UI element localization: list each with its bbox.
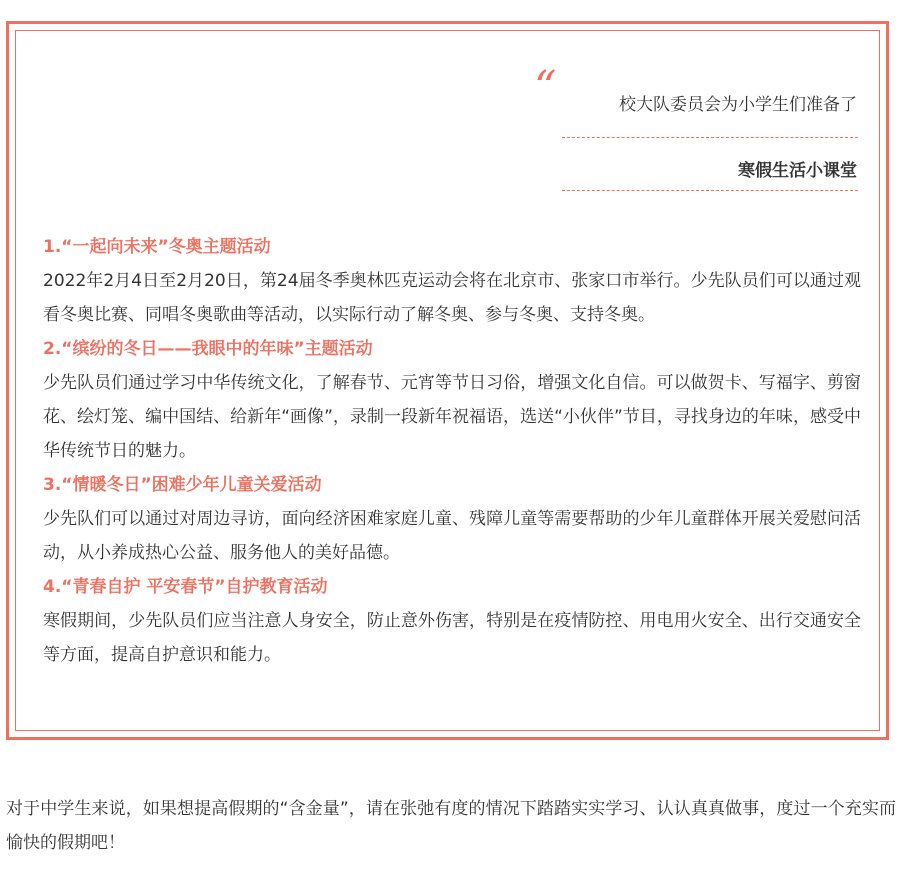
activity-section [43, 230, 861, 332]
section-body: 寒假期间，少先队员们应当注意人身安全，防止意外伤害，特别是在疫情防控、用电用火安全、出行交通安全等方面，提高自护意识和能力。 [43, 611, 861, 665]
dashed-divider [562, 190, 858, 191]
intro-text: 校大队委员会为小学生们准备了 [619, 95, 857, 115]
footer-paragraph: 对于中学生来说，如果想提高假期的“含金量”，请在张弛有度的情况下踏踏实实学习、认认真真做事，度过一个充实而愉快的假期吧！ [6, 799, 896, 853]
section-body: 少先队们可以通过对周边寻访，面向经济困难家庭儿童、残障儿童等需要帮助的少年儿童群体开展关爱慰问活动，从小养成热心公益、服务他人的美好品德。 [43, 509, 861, 563]
section-title: 4.“青春自护 平安春节”自护教育活动 [43, 577, 328, 597]
section-title: 1.“一起向未来”冬奥主题活动 [43, 237, 271, 257]
section-title: 3.“情暖冬日”困难少年儿童关爱活动 [43, 475, 322, 495]
activity-section [43, 570, 861, 672]
dashed-divider [562, 137, 858, 138]
activity-section [43, 468, 861, 570]
section-title: 2.“缤纷的冬日——我眼中的年味”主题活动 [43, 339, 373, 359]
activity-list [43, 230, 861, 672]
card-subtitle: 寒假生活小课堂 [738, 161, 857, 181]
activity-section [43, 332, 861, 468]
section-body: 2022年2月4日至2月20日，第24届冬季奥林匹克运动会将在北京市、张家口市举行。少先队员们可以通过观看冬奥比赛、同唱冬奥歌曲等活动，以实际行动了解冬奥、参与冬奥、支持冬奥。 [43, 271, 861, 325]
section-body: 少先队员们通过学习中华传统文化，了解春节、元宵等节日习俗，增强文化自信。可以做贺卡、写福字、剪窗花、绘灯笼、编中国结、给新年“画像”，录制一段新年祝福语，选送“小伙伴”节目，寻找身边的年味，感受中华传统节日的魅力。 [43, 373, 861, 461]
quote-mark-icon: “ [534, 62, 557, 113]
